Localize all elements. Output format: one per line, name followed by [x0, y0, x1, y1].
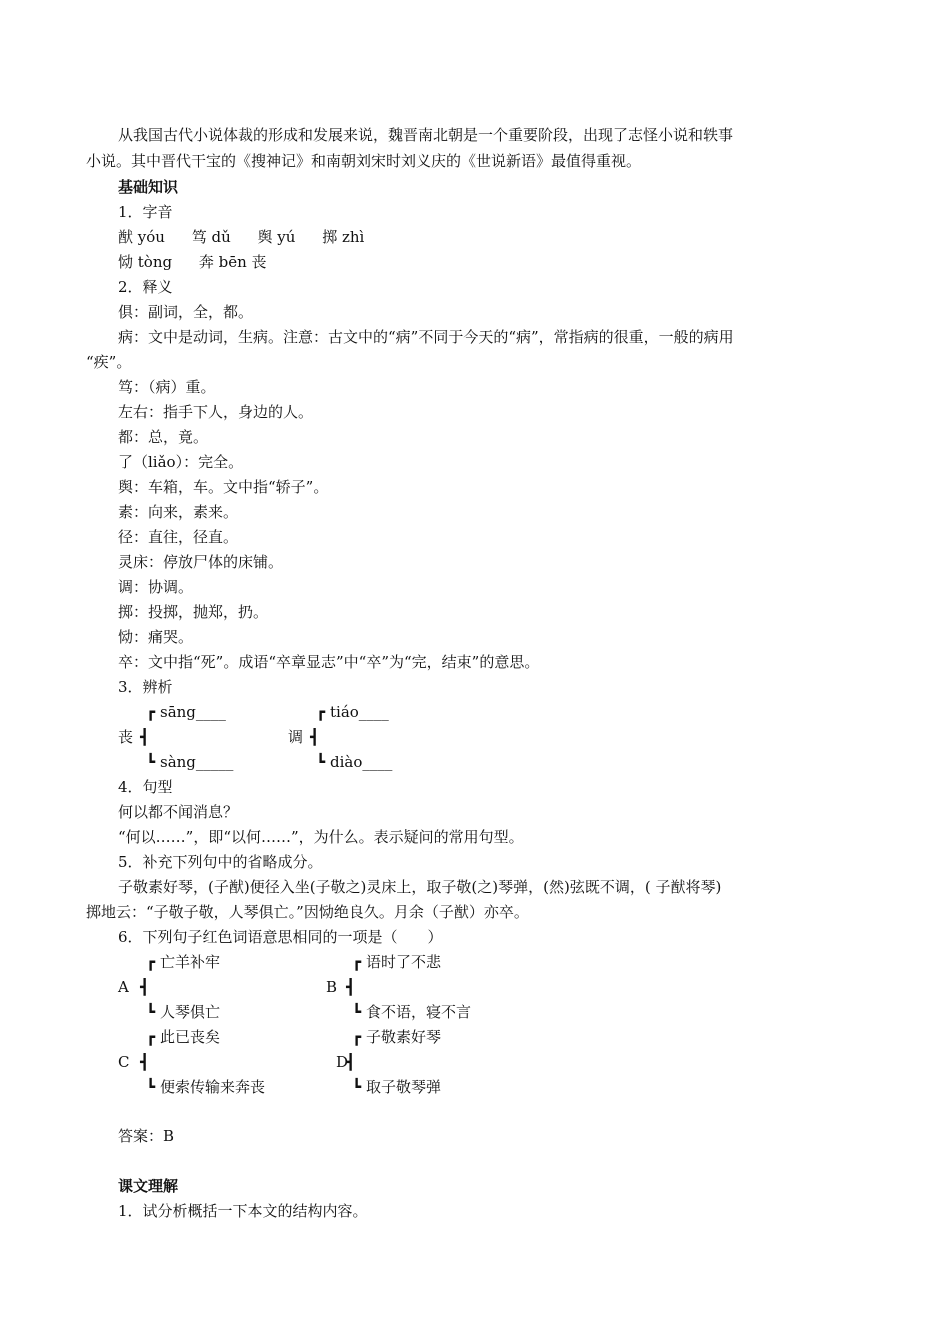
meaning-item: 灵床：停放尸体的床铺。	[118, 553, 284, 571]
ellipsis-title: 5．补充下列句中的省略成分。	[118, 853, 323, 871]
tiao-reading-1: tiáo____	[330, 703, 389, 721]
bracket-top-mark: ┏	[146, 703, 156, 721]
option-c-bottom: 便索传输来奔丧	[160, 1078, 266, 1096]
intro-line-2: 小说。其中晋代干宝的《搜神记》和南朝刘宋时刘义庆的《世说新语》最值得重视。	[86, 152, 642, 170]
bracket-bottom-mark: ┗	[146, 1078, 156, 1096]
meaning-title: 2．释义	[118, 278, 173, 296]
distinguish-title: 3．辨析	[118, 678, 173, 696]
bracket-bottom-mark: ┗	[146, 753, 156, 771]
bracket-top-mark: ┏	[146, 1028, 156, 1046]
section-heading-basic: 基础知识	[118, 178, 179, 196]
pron-item: 舆 yú	[257, 228, 296, 246]
sang-character: 丧	[118, 728, 134, 746]
pronunciation-row-1	[118, 227, 364, 247]
bracket-mid-mark: ┫	[140, 978, 150, 996]
option-d-top: 子敬素好琴	[366, 1028, 442, 1046]
sang-reading-2: sàng_____	[160, 753, 234, 771]
understanding-question-1: 1．试分析概括一下本文的结构内容。	[118, 1202, 368, 1220]
bracket-bottom-mark: ┗	[146, 1003, 156, 1021]
tiao-reading-2: diào____	[330, 753, 393, 771]
bracket-top-mark: ┏	[146, 953, 156, 971]
bracket-bottom-mark: ┗	[316, 753, 326, 771]
meaning-item: 舆：车箱，车。文中指“轿子”。	[118, 478, 329, 496]
meaning-item: 笃：（病）重。	[118, 378, 216, 396]
option-a-label: A	[118, 978, 129, 996]
option-d-label: D	[336, 1053, 349, 1071]
pronunciation-row-2	[118, 252, 267, 272]
meaning-item: 了（liǎo）：完全。	[118, 453, 244, 471]
option-a-top: 亡羊补牢	[160, 953, 221, 971]
meaning-item: 都：总，竟。	[118, 428, 209, 446]
bracket-bottom-mark: ┗	[352, 1003, 362, 1021]
meaning-item: 恸：痛哭。	[118, 628, 194, 646]
bracket-top-mark: ┏	[316, 703, 326, 721]
pron-item: 恸 tòng	[118, 253, 173, 271]
meaning-item: 左右：指手下人，身边的人。	[118, 403, 314, 421]
sang-reading-1: sāng____	[160, 703, 226, 721]
meaning-item: 俱：副词，全，都。	[118, 303, 254, 321]
meaning-item: 素：向来，素来。	[118, 503, 239, 521]
option-a-bottom: 人琴俱亡	[160, 1003, 221, 1021]
option-b-label: B	[326, 978, 338, 996]
bracket-mid-mark: ┫	[346, 978, 356, 996]
meaning-item: 掷：投掷，抛郑，扔。	[118, 603, 269, 621]
option-b-top: 语时了不悲	[366, 953, 442, 971]
tiao-character: 调	[288, 728, 304, 746]
option-c-top: 此已丧矣	[160, 1028, 221, 1046]
option-c-label: C	[118, 1053, 130, 1071]
bracket-bottom-mark: ┗	[352, 1078, 362, 1096]
meaning-item: 径：直往，径直。	[118, 528, 239, 546]
pron-item: 掷 zhì	[322, 228, 365, 246]
pattern-title: 4．句型	[118, 778, 173, 796]
ellipsis-line: 掷地云：“子敬子敬，人琴俱亡。”因恸绝良久。月余（子猷）亦卒。	[86, 903, 529, 921]
pron-item: 猷 yóu	[118, 228, 165, 246]
bracket-mid-mark: ┫	[310, 728, 320, 746]
pattern-line: “何以……”，即“以何……”，为什么。表示疑问的常用句型。	[118, 828, 524, 846]
bracket-mid-mark: ┫	[346, 1053, 356, 1071]
answer-text: 答案：B	[118, 1127, 175, 1145]
meaning-item: 调：协调。	[118, 578, 194, 596]
pronunciation-title: 1．字音	[118, 203, 173, 221]
ellipsis-line: 子敬素好琴，(子猷)便径入坐(子敬之)灵床上，取子敬(之)琴弹，(然)弦既不调，( 子猷将琴)	[118, 878, 722, 896]
pron-item: 笃 dǔ	[191, 228, 231, 246]
pattern-line: 何以都不闻消息？	[118, 803, 239, 821]
meaning-item: 病：文中是动词，生病。注意：古文中的“病”不同于今天的“病”，常指病的很重，一般的病用	[118, 328, 734, 346]
bracket-mid-mark: ┫	[140, 728, 150, 746]
bracket-mid-mark: ┫	[140, 1053, 150, 1071]
option-b-bottom: 食不语，寝不言	[366, 1003, 472, 1021]
bracket-top-mark: ┏	[352, 953, 362, 971]
intro-line-1: 从我国古代小说体裁的形成和发展来说，魏晋南北朝是一个重要阶段，出现了志怪小说和轶事	[118, 126, 734, 144]
option-d-bottom: 取子敬琴弹	[366, 1078, 442, 1096]
section-heading-understanding: 课文理解	[118, 1177, 179, 1195]
bracket-top-mark: ┏	[352, 1028, 362, 1046]
question-6-stem: 6．下列句子红色词语意思相同的一项是（ ）	[118, 928, 443, 946]
pron-item: 奔 bēn 丧	[198, 253, 267, 271]
meaning-item: “疾”。	[86, 353, 132, 371]
meaning-item: 卒：文中指“死”。成语“卒章显志”中“卒”为“完，结束”的意思。	[118, 653, 540, 671]
